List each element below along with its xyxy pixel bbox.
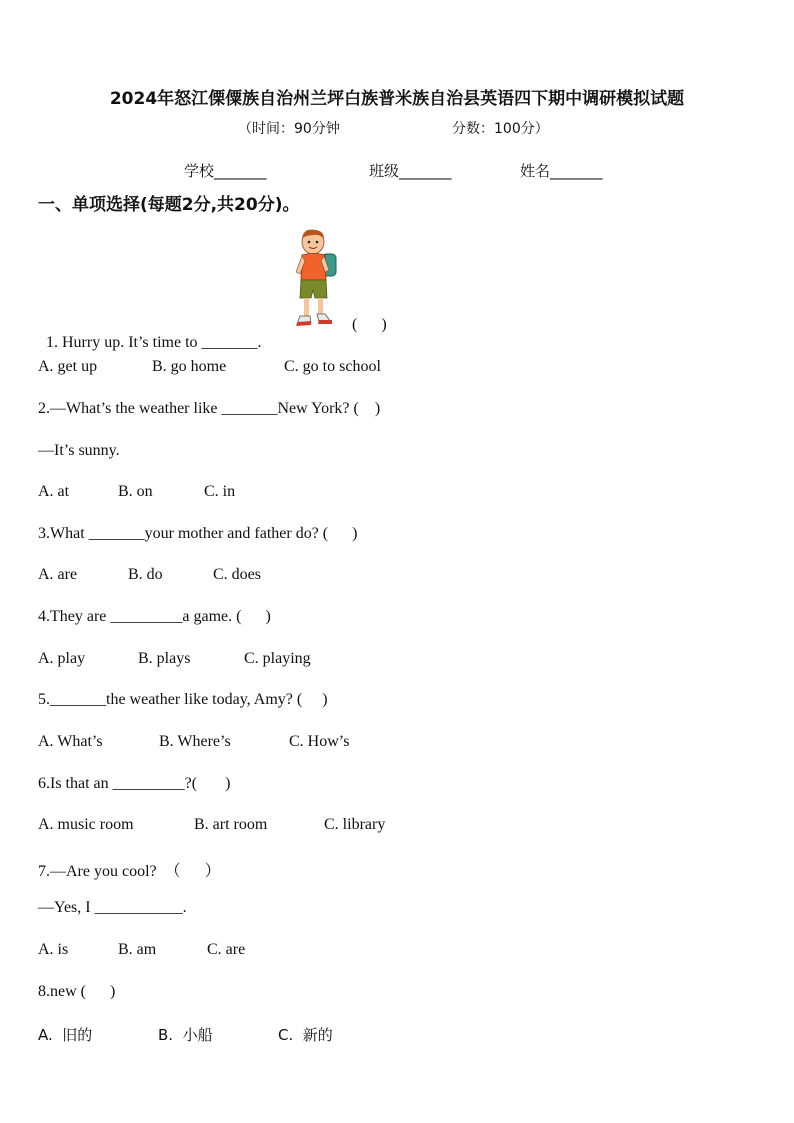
question-6-stem: 6.Is that an _________?( ) (38, 775, 231, 792)
option-c: C. are (207, 941, 246, 958)
option-a: A. 旧的 (38, 1026, 93, 1044)
option-c: C. in (204, 483, 236, 500)
question-1-stem: 1. Hurry up. It’s time to _______. (46, 334, 262, 351)
option-b: B. on (118, 483, 153, 500)
option-a: A. at (38, 483, 70, 500)
question-1-answer-paren: ( ) (352, 316, 387, 333)
page-title: 2024年怒江傈僳族自治州兰坪白族普米族自治县英语四下期中调研模拟试题 (109, 89, 685, 109)
option-c: C. library (324, 816, 386, 833)
option-c: C. does (213, 566, 261, 583)
option-b: B. Where’s (159, 733, 231, 750)
option-c: C. How’s (289, 733, 350, 750)
boy-illustration (294, 228, 340, 328)
question-4-stem: 4.They are _________a game. ( ) (38, 608, 271, 625)
question-8-stem: 8.new ( ) (38, 983, 116, 1000)
option-c: C. 新的 (278, 1026, 333, 1044)
option-a: A. get up (38, 358, 98, 375)
class-field: 班级_______ (369, 162, 452, 180)
option-b: B. plays (138, 650, 191, 667)
option-a: A. music room (38, 816, 134, 833)
exam-time: （时间：90分钟 (238, 121, 340, 137)
option-b: B. go home (152, 358, 227, 375)
option-a: A. play (38, 650, 86, 667)
option-a: A. is (38, 941, 69, 958)
question-2-stem: 2.—What’s the weather like _______New York? ( ) (38, 400, 381, 417)
option-b: B. art room (194, 816, 268, 833)
option-b: B. 小船 (158, 1026, 213, 1044)
exam-score: 分数：100分） (452, 121, 549, 137)
school-field: 学校_______ (184, 162, 267, 180)
option-c: C. playing (244, 650, 311, 667)
option-b: B. am (118, 941, 157, 958)
question-1 (38, 316, 262, 352)
name-field: 姓名_______ (520, 162, 603, 180)
question-2-reply: —It’s sunny. (38, 442, 120, 459)
option-c: C. go to school (284, 358, 381, 375)
question-7-reply: —Yes, I ___________. (38, 899, 187, 916)
section-title: 一、单项选择(每题2分,共20分)。 (38, 195, 300, 215)
question-7-stem: 7.—Are you cool? （ ） (38, 863, 221, 880)
option-b: B. do (128, 566, 163, 583)
question-5-stem: 5._______the weather like today, Amy? ( ) (38, 691, 328, 708)
option-a: A. are (38, 566, 78, 583)
option-a: A. What’s (38, 733, 103, 750)
question-3-stem: 3.What _______your mother and father do? ( ) (38, 525, 358, 542)
